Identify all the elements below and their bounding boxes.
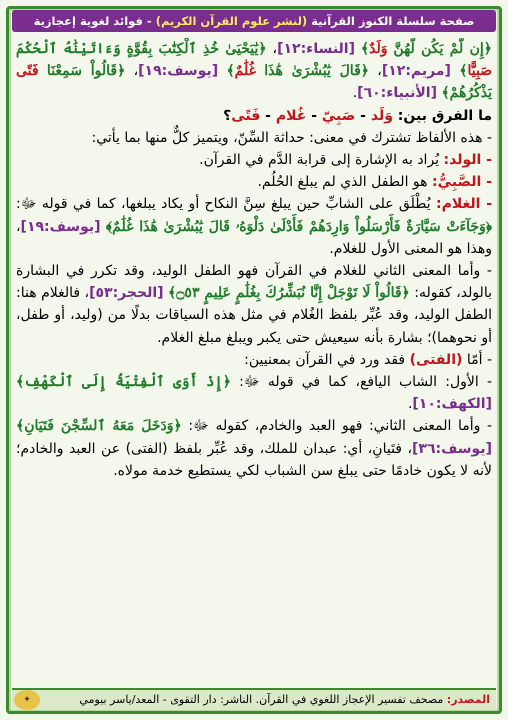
verse-4-key-word: فَتًى: [16, 63, 39, 80]
verse-2-close: ﴾: [459, 63, 468, 80]
second-meaning-end: ، فتَيانِ، أي: عبدان للملك، وقد عُبِّر بلفظ (الفتى) عن العبد والخادم؛ لأنه لا يكون خادمًا حتى يبلغ سن الشباب لكي يستطيع خدمة مولاه.: [16, 440, 492, 479]
fata-intro-paragraph: [16, 349, 492, 371]
ghulam-text: يُطْلَق على الشابِّ حين يبلغ سِنَّ النكاح أو يكاد يبلغها، كما في قوله ﷻ:: [16, 196, 431, 213]
ghulam-label: - الغلام:: [435, 196, 492, 213]
second-ghulam-paragraph: [16, 260, 492, 349]
walad-paragraph: [16, 149, 492, 171]
question-end: ؟: [223, 107, 232, 124]
question-line: [16, 105, 492, 127]
walad-label: - الولد:: [443, 152, 492, 169]
verse-1-key-word: وَلَدٌ: [369, 41, 388, 57]
source-text: مصحف تفسير الإعجاز اللغوي في القرآن. الناشر: دار التقوى - المعد/ياسر بيومي: [79, 693, 444, 706]
verse-2-text: ﴿يَٰيَحْيَىٰ خُذِ ٱلْكِتَٰبَ بِقُوَّةٍ: [126, 41, 267, 57]
question-sep-2: -: [306, 107, 322, 124]
question-word-3: غُلام: [275, 107, 307, 124]
second-ghulam-verse: ﴿قَالُواْ لَا تَوْجَلْ إِنَّا نُبَشِّرُكَ بِغُلَٰمٍ عَلِيمٍ ۝٥٣﴾: [168, 285, 410, 302]
verse-4-ref: [الأنبياء:٦٠]: [357, 85, 437, 102]
verse-3-text: ﴿قَالَ يَٰبُشْرَىٰ هَٰذَا: [264, 63, 369, 80]
verse-2-ref: [مريم:١٢]: [381, 63, 451, 80]
question-lead: ما الفرق بين:: [397, 107, 492, 124]
header-subtitle: (لنشر علوم القرآن الكريم): [155, 14, 308, 28]
verse-2-key-word: صَبِيًّا: [467, 63, 492, 80]
ghulam-verse-ref: [يوسف:١٩]: [20, 218, 101, 235]
sabi-paragraph: [16, 171, 492, 193]
intro-paragraph: - هذه الألفاظ تشترك في معنى: حداثة السِّنّ، ويتميز كلٌّ منها بما يأتي:: [91, 129, 492, 146]
verse-3-close: ﴾: [226, 63, 235, 80]
question-sep-1: -: [355, 107, 371, 124]
verse-3-ref: [يوسف:١٩]: [138, 63, 219, 80]
first-meaning-ref: [الكهف:١٠]: [412, 396, 492, 413]
question-word-1: وَلَد: [370, 107, 393, 124]
second-ghulam-ref: [الحجر:٥٣]: [89, 285, 164, 302]
verse-4-text: ﴿قَالُواْ سَمِعْنَا: [46, 63, 126, 80]
ghulam-end: ، وهذا هو المعنى الأول للغلام.: [16, 218, 492, 257]
sabi-label: - الصَّبِيُّ:: [431, 174, 492, 191]
second-meaning-text: - وأما المعنى الثاني: فهو العبد والخادم، كقوله ﷻ:: [188, 418, 492, 435]
page-header: [12, 10, 496, 32]
first-meaning-paragraph: - الأول: الشاب اليافع، كما في قوله ﷻ: ﴿إِذْ أَوَى ٱلْفِتْيَةُ إِلَى ٱلْكَهْفِ﴾ [الكهف:١٠].: [16, 374, 492, 413]
verse-2-text-b: وَءَاتَيْنَٰهُ ٱلْحُكْمَ: [16, 41, 121, 57]
fata-intro-a: - أمّا: [466, 351, 492, 368]
fata-word: (الفتى): [409, 351, 463, 368]
header-title: صفحة سلسلة الكنوز القرآنية: [311, 14, 475, 28]
ghulam-paragraph: [16, 193, 492, 260]
verses-block: ﴿إِن لَّمْ يَكُن لَّهُنَّ وَلَدٌ﴾ [النساء:١٢]، ﴿يَٰيَحْيَىٰ خُذِ ٱلْكِتَٰبَ بِقُوَّةٍ وَءَاتَيْنَٰهُ ٱلْحُكْمَ صَبِيًّا﴾ [مريم:١٢]، ﴿قَالَ يَٰبُشْرَىٰ هَٰذَا غُلَٰمٌ﴾ [يوسف:١٩]، ﴿قَالُواْ سَمِعْنَا فَتًى يَذْكُرُهُمْ﴾ [الأنبياء:٦٠].: [16, 41, 492, 102]
verse-4-text-b: يَذْكُرُهُمْ﴾: [441, 85, 492, 102]
verse-3-key-word: غُلَٰمٌ: [234, 63, 256, 80]
walad-text: يُراد به الإشارة إلى قرابة الدَّم في القرآن.: [199, 152, 440, 169]
header-topic: - فوائد لغوية إعجازية: [33, 14, 152, 28]
question-word-2: صَبِيّ: [321, 107, 356, 124]
article-body: [16, 38, 492, 694]
first-meaning-text: - الأول: الشاب اليافع، كما في قوله ﷻ:: [239, 374, 492, 391]
second-meaning-ref: [يوسف:٣٦]: [412, 440, 492, 457]
source-footer: [12, 688, 496, 710]
verse-1-text: ﴿إِن لَّمْ يَكُن لَّهُنَّ: [393, 41, 492, 57]
question-sep-3: -: [260, 107, 276, 124]
first-meaning-verse: ﴿إِذْ أَوَى ٱلْفِتْيَةُ إِلَى ٱلْكَهْفِ﴾: [16, 374, 231, 391]
ghulam-verse: ﴿وَجَآءَتْ سَيَّارَةٌ فَأَرْسَلُواْ وَارِدَهُمْ فَأَدْلَىٰ دَلْوَهُۥ قَالَ يَٰبُشْرَىٰ هَٰذَا غُلَٰمٌ﴾: [105, 218, 492, 235]
fata-intro-b: فقد ورد في القرآن بمعنيين:: [244, 351, 406, 368]
second-ghulam-end: ، فالغلام هنا: الطفل الوليد، وقد عُبِّر بلفظ الغُلام في مثل هذه السياقات بدلًا من (وليد، أو طفل، أو نحوهما)؛ بشارة بأنه سيعيش حتى يكبر ويبلغ مبلغ الغلام.: [16, 285, 492, 346]
verse-1-ref: [النساء:١٢]: [277, 41, 355, 57]
second-meaning-verse: ﴿وَدَخَلَ مَعَهُ ٱلسِّجْنَ فَتَيَانِ﴾: [16, 418, 182, 435]
source-label: المصدر:: [446, 693, 490, 706]
second-meaning-paragraph: [16, 415, 492, 482]
question-word-4: فَتًى: [231, 107, 261, 124]
second-ghulam-text: - وأما المعنى الثاني للغلام في القرآن فهو الطفل الوليد، وقد تكرر في البشارة بالولد، كقوله:: [16, 263, 492, 302]
logo-icon: ✦: [14, 690, 40, 710]
sabi-text: هو الطفل الذي لم يبلغ الحُلُم.: [257, 174, 428, 191]
verse-1-close: ﴾: [360, 41, 370, 57]
